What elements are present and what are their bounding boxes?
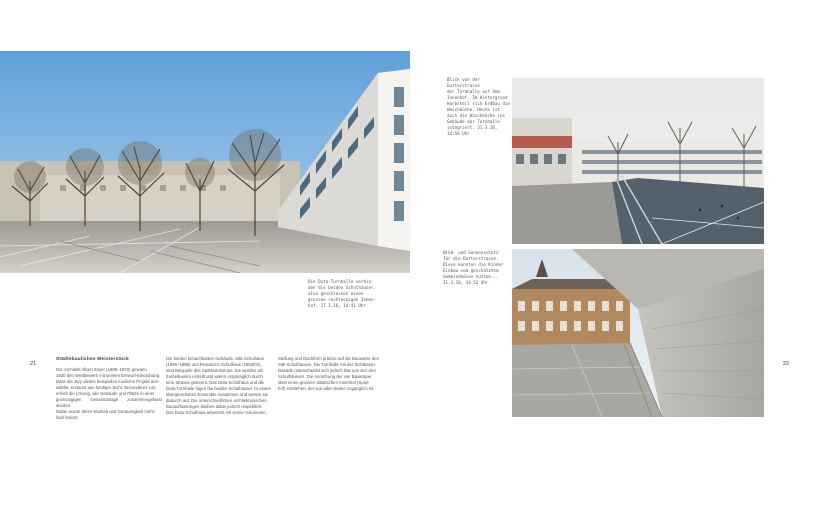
article-column-1: Der Architekt Albert Zeyer (1895–1972) gewann 1930 den Wettbewerb mit seinem Entwurf-Einordnung. Dass die Jury dieses beispiellos moderne Projekt aus- wählte, erstaunt aus heutiger Sicht. Besonderes Lob erhielt die Lösung, wie Gebäude und Plätze in einer grosszügigen Gesamtanlage zusammengefasst wurden. Dabei wurde deren Klarheit und Geräumigkeit mehr- fach betont. [56, 367, 162, 420]
photo-top-right-dutastrasse [512, 78, 764, 244]
caption-bottom-right: Wind- und Sonnenschutz für die Dutterstrasse. Diese konnten die Kinder Einbau vom geschütztem Gemeindedien nutzen... 31.3.16, 14:52 Uhr [443, 250, 504, 285]
page-number-right: 22 [783, 361, 790, 367]
dutastrasse-photo-icon [512, 78, 764, 244]
article-column-3: Stellung und Dachform präzise auf die Bauweise des Säli-Schulhauses. Die Turnhalle mit der Sichtbeton- fassade unterscheidet sich jedoch klar von den drei Schulhäusern. Die Anordnung der vier Baukörper lässt einen grossen städtischen Innenhof (Spiel- hof) entstehen, der von allen Seiten zugänglich ist. [278, 356, 379, 391]
article-column-2: Die beiden benachbarten Gebäude, Säli-Schulhaus (1896–1898) und Pestalozzi-Schulhaus (1903/04), sind Beispiele des Späthistorismus. Sie wurden als Einbelbauten erstellt und waren ursprünglich durch eine Strasse getrennt. Das Duta-Schulhaus und die Duta-Turnhalle fügen die beiden Schulhäuser zu einem übergeordneten Ensemble zusammen und werten sie dadurch auf. Die unterschiedlichen architektonischen Bauauffassungen bleiben dabei jedoch respektiert. Das Duta-Schulhaus antwortet mit seiner Volumetrie, [166, 356, 271, 415]
caption-main: Die Duta-Turnhalle verbin- den die beiden Schulhäuser, also geschlossen einen grossen rechteckigen Innen- hof. 17.3.16, 14:41 Uhr [308, 279, 377, 308]
schoolyard-photo-icon [0, 51, 410, 273]
page-number-left: 21 [30, 361, 37, 367]
photo-bottom-right-walkway [512, 249, 764, 417]
article-heading: Städtebauliches Meisterstück [56, 356, 129, 361]
caption-top-right: Blick von der Dutterstrasse der Turnhalle auf dem Innenhof. Im Hintergrund Harbsteil sich Erdbau die Waschküche. Heute ist auch die Waschküche ins Gebäude der Turnhalle integriert. 31.3.16, 14:56 Uhr [447, 77, 511, 136]
photo-main-schoolyard [0, 51, 410, 273]
walkway-photo-icon [512, 249, 764, 417]
